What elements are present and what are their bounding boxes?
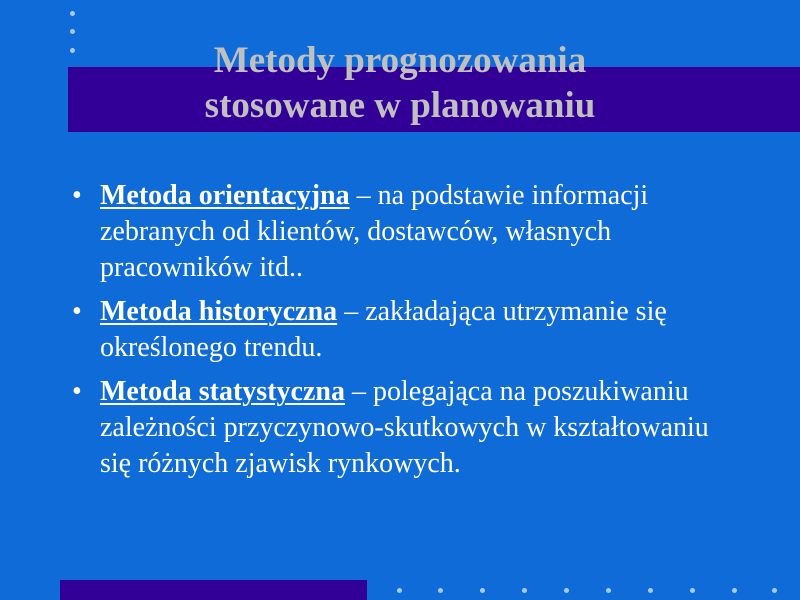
method-description: – zakładająca utrzymanie się określonego trendu. (100, 296, 667, 363)
method-term: Metoda historyczna (100, 296, 338, 327)
method-term: Metoda statystyczna (100, 376, 345, 407)
dot-icon (690, 588, 695, 593)
dot-icon (70, 11, 75, 16)
method-description: – na podstawie informacji zebranych od klientów, dostawców, własnych pracowników itd.. (100, 180, 649, 283)
dot-icon (772, 588, 777, 593)
bullet-list (72, 178, 712, 490)
slide-title (0, 38, 800, 128)
dot-icon (480, 588, 485, 593)
slide-title-line-1: Metody prognozowania (213, 40, 587, 81)
method-description: – polegająca na poszukiwaniu zależności przyczynowo-skutkowych w kształtowaniu się różnych zjawisk rynkowych. (100, 376, 709, 479)
bullet-icon: • (72, 376, 82, 407)
list-item (72, 178, 712, 286)
dot-icon (438, 588, 443, 593)
dot-icon (606, 588, 611, 593)
dot-icon (397, 588, 402, 593)
bottom-band (60, 580, 367, 600)
bullet-icon: • (72, 296, 82, 327)
dot-icon (732, 588, 737, 593)
list-item (72, 294, 712, 366)
dot-icon (564, 588, 569, 593)
list-item (72, 374, 712, 482)
dot-icon (648, 588, 653, 593)
bullet-icon: • (72, 180, 82, 211)
dot-icon (70, 29, 75, 34)
slide-title-line-2: stosowane w planowaniu (204, 85, 596, 126)
dot-icon (522, 588, 527, 593)
method-term: Metoda orientacyjna (100, 180, 350, 211)
